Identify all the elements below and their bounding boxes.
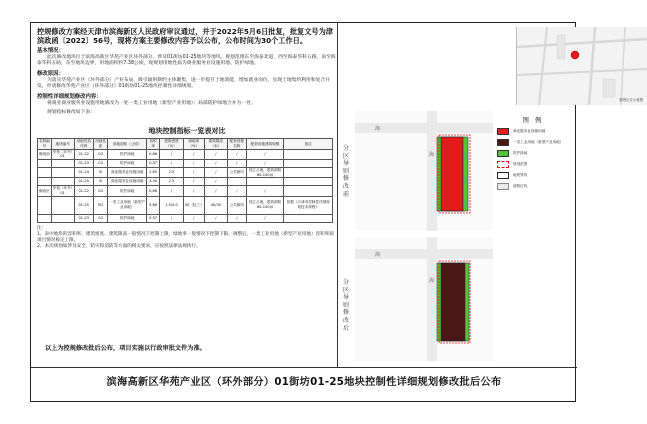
note-line: 注： (37, 225, 47, 231)
table-cell: / (246, 214, 284, 222)
road-label-after-side: 海 (429, 278, 435, 284)
table-cell: 5.66 (147, 196, 160, 214)
table-notes (37, 226, 337, 250)
table-cell: G2 (93, 214, 107, 222)
table-cell: 防护绿地 (108, 214, 147, 222)
table-cell: 01-25 (74, 178, 93, 186)
table-cell: G2 (93, 159, 107, 167)
notice-headline: 控规修改方案经天津市滨海新区人民政府审议通过，并于2022年5月6日批复，批复文号为津滨政函〔2022〕56号，现将方案主要修改内容予以公布，公布时间为30个工作日。 (37, 27, 333, 45)
table-cell: / (204, 159, 227, 167)
table-cell: B (93, 168, 107, 178)
basic-info-text: 此次修改地块位于滨海高新区华苑产业区环外部分，涉及01街坊01-25地块等地块。规划范围东至海泰北道，西至海泰华科五路，南至海泰华科五路，东至地块边界，用地面积约7.38公顷，现规划用地性质为商业服务业设施用地、防护绿地。 (37, 55, 336, 67)
location-map-caption: 规划区位示意图 (619, 98, 643, 102)
content-text: 将商业商业服务业设施用地修改为一处一类工业用地（新型产业用地）；局部防护绿地合并为一处。 (47, 100, 256, 106)
table-cell: 一类工业用地（新型产业用地） (108, 196, 147, 214)
table-cell: 01-24 (74, 168, 93, 178)
table-header-row (38, 139, 333, 149)
table-cell: / (228, 159, 247, 167)
final-note: 以上为控规修改批后公布，项目实施以行政审批文件为准。 (45, 345, 206, 352)
table-cell (38, 168, 52, 178)
table-cell: / (204, 186, 227, 196)
legend-item (497, 150, 569, 157)
table-cell: 1.5/4.0 (160, 196, 184, 214)
table-cell: 3.30 (147, 178, 160, 186)
table-row (38, 168, 333, 178)
vertical-divider (337, 23, 338, 367)
table-cell (51, 214, 74, 222)
legend-title: 图 例 (522, 116, 544, 124)
reason-title: 修改原因： (37, 70, 64, 77)
header-cell: 容积率 (147, 139, 160, 149)
header-cell: 建筑限高（米） (204, 139, 227, 149)
table-cell: 01-22 (74, 149, 93, 159)
reason-text: 为落实华苑产业区（环外部分）产业布局，吸引辐射制约主体聚集，进一步提升土地效能，增加就业岗位，实现土地集约利用和复合开发，申请修改华苑产业区（环外部分）01街坊01-25地块控制性详细规划。 (37, 77, 331, 90)
table-cell (38, 214, 52, 222)
indicator-label: 规划指标修改如下表： (47, 110, 95, 116)
table-cell: 防护绿地 (108, 159, 147, 167)
table-cell (284, 178, 333, 186)
basic-info-title: 基本情况： (37, 48, 64, 54)
table-title: 地块控制指标一览表对比 (148, 127, 226, 136)
legend-item (497, 183, 569, 190)
note-line: 1、表中地块的容积率、建筑密度、建筑限高一般情况下控制上限，绿地率一般情况下控制下限，调整后，一类工业用地（新型产业用地）容积率按项目情况核定上限。 (37, 231, 334, 243)
table-cell: / (228, 186, 247, 196)
table-cell (51, 178, 74, 186)
legend-label: 商业服务业设施用地 (513, 129, 546, 134)
table-cell: 0.86 (147, 149, 160, 159)
table-cell: 40/30 (204, 196, 227, 214)
after-map (355, 237, 493, 361)
note-line: 2、本次规划如涉及安全、防灾和消防等方面的相关要求，应按照法律法规执行。 (37, 243, 201, 249)
table-cell: / (246, 159, 284, 167)
table-row (38, 214, 333, 222)
table-cell: G2 (93, 186, 107, 196)
road-label-before-side: 海 (429, 152, 435, 158)
table-cell (51, 196, 74, 214)
table-cell (284, 168, 333, 178)
notice-board (30, 22, 643, 402)
table-cell: 0.37 (147, 214, 160, 222)
legend-item (497, 128, 569, 135)
legend-label: 规划范围 (513, 162, 528, 167)
green-belt-swatch (497, 150, 509, 157)
table-cell: 防护绿地 (108, 186, 147, 196)
table-row (38, 178, 333, 186)
horizontal-divider (31, 367, 577, 368)
table-cell: / (160, 186, 184, 196)
table-row (38, 196, 333, 214)
header-cell: 建筑密度（%） (160, 139, 184, 149)
table-cell (284, 214, 333, 222)
commercial-swatch (497, 128, 509, 135)
header-cell: 用地面积（公顷） (108, 139, 147, 149)
map-panel (341, 27, 643, 363)
table-cell: / (183, 149, 204, 159)
table-cell (51, 168, 74, 178)
table-cell: 公共厕所 (228, 168, 247, 178)
header-cell: 配套设施建筑规模 (246, 139, 284, 149)
table-cell: / (160, 149, 184, 159)
table-cell (284, 159, 333, 167)
indicator-table (37, 138, 333, 222)
legend (497, 115, 569, 194)
legend-label: 地块界线 (513, 173, 528, 178)
industrial-swatch (497, 139, 509, 146)
road-label-before-top: 海 (375, 126, 381, 132)
table-cell: 商业服务业设施用地 (108, 168, 147, 178)
table-cell: / (228, 149, 247, 159)
table-cell: / (204, 214, 227, 222)
table-cell: / (183, 186, 204, 196)
table-cell: 防护绿地 (108, 149, 147, 159)
table-cell: 独立占地，建筑面积60-100㎡ (246, 168, 284, 178)
table-cell (228, 178, 247, 186)
table-cell: 修改前 (38, 149, 52, 159)
table-cell: / (204, 168, 227, 178)
table-cell: / (228, 214, 247, 222)
table-cell: B (93, 178, 107, 186)
road-label-after-top: 海 (375, 252, 381, 258)
table-cell: G2 (93, 149, 107, 159)
legend-label: 一类工业用地（新型产业用地） (513, 140, 564, 145)
table-cell: 0.37 (147, 159, 160, 167)
table-cell: / (246, 149, 284, 159)
header-cell: 用地性质代码 (74, 139, 93, 149)
table-cell: 2.5 (160, 178, 184, 186)
header-cell: 名称编号 (39, 139, 50, 149)
table-body (38, 149, 333, 222)
table-cell (51, 159, 74, 167)
before-map-label: 分区导则修改前 (342, 145, 349, 198)
table-cell: / (204, 178, 227, 186)
legend-item (497, 139, 569, 146)
table-cell: 2.5 (160, 168, 184, 178)
table-row (38, 149, 333, 159)
table-cell: 50（轻工） (183, 196, 204, 214)
table-cell: 01-22 (74, 186, 93, 196)
legend-item (497, 172, 569, 179)
legend-item (497, 161, 569, 168)
table-row (38, 186, 333, 196)
table-cell: 依据《天津市控制性详细规划技术规程》 (284, 196, 333, 214)
legend-label: 防护绿地 (513, 151, 528, 156)
table-cell: 01-23 (74, 159, 93, 167)
table-cell: 2.85 (147, 168, 160, 178)
table-cell: / (183, 178, 204, 186)
table-row (38, 159, 333, 167)
text-panel (37, 27, 337, 363)
bottom-title: 滨海高新区华苑产业区（环外部分）01街坊01-25地块控制性详细规划修改批后公布 (106, 377, 502, 388)
header-cell: 配套设施名称 (228, 139, 247, 149)
table-cell: 01-25 (74, 196, 93, 214)
header-cell: 用地性质 (95, 139, 106, 149)
road-line-swatch (497, 183, 509, 190)
table-cell: / (246, 186, 284, 196)
table-cell: M1 (93, 196, 107, 214)
table-cell: / (160, 214, 184, 222)
table-cell (38, 178, 52, 186)
location-map-drawing (517, 27, 647, 105)
header-cell: 绿地率（%） (183, 139, 204, 149)
table-cell: / (183, 214, 204, 222)
table-cell: 华苑（环外）01 (52, 186, 73, 195)
table-cell (38, 196, 52, 214)
header-cell: 备注 (284, 139, 333, 149)
table-cell: 01-23 (74, 214, 93, 222)
table-cell: 商业服务业设施用地 (108, 178, 147, 186)
table-cell: 0.86 (147, 186, 160, 196)
content-title: 控制性详细规划修改内容： (37, 93, 102, 100)
table-cell: 独立占地，建筑面积60-100㎡ (246, 196, 284, 214)
table-cell: 公共厕所 (228, 196, 247, 214)
table-cell (284, 149, 333, 159)
table-cell: / (160, 159, 184, 167)
table-cell (38, 159, 52, 167)
table-cell (246, 178, 284, 186)
table-cell: / (204, 149, 227, 159)
location-map (516, 27, 646, 105)
table-cell: / (183, 159, 204, 167)
after-map-label: 分区导则修改后 (342, 279, 349, 332)
table-cell: 修改后 (38, 186, 52, 196)
before-map (355, 111, 493, 231)
table-cell: / (183, 168, 204, 178)
table-cell (284, 186, 333, 196)
legend-label: 道路红线 (513, 184, 528, 189)
header-cell: 地块编号 (51, 139, 74, 149)
plan-boundary-swatch (497, 161, 509, 168)
table-cell: 华苑（环外）01 (52, 149, 73, 159)
parcel-line-swatch (497, 172, 509, 179)
